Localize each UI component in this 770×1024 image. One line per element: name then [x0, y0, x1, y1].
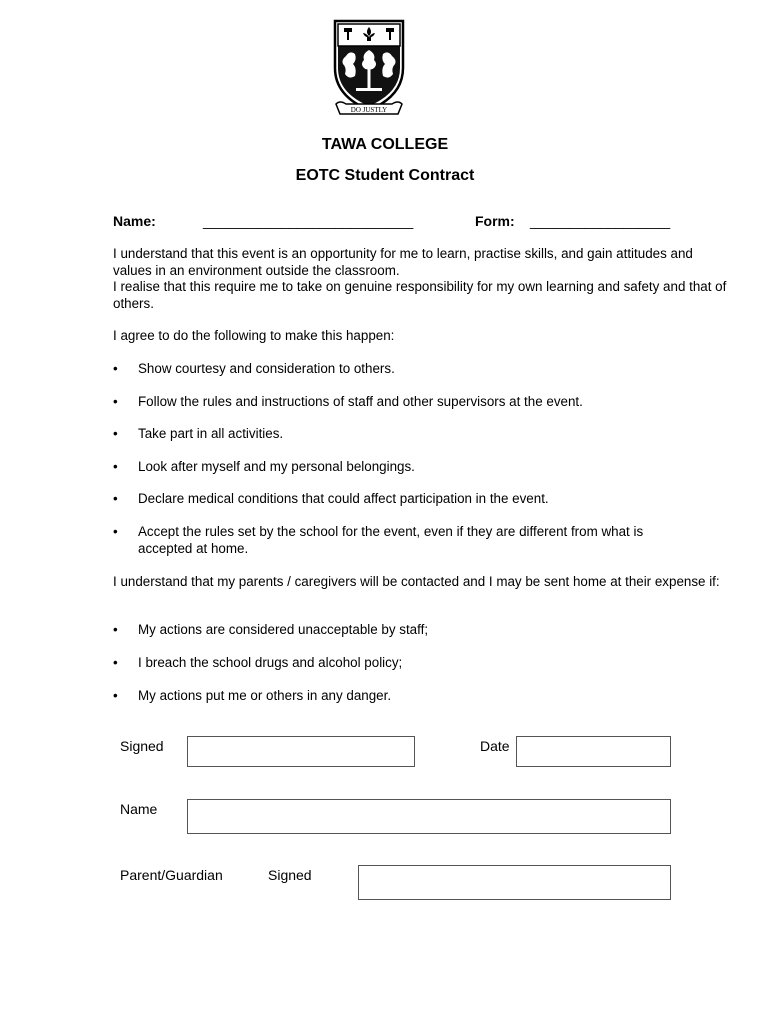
date-box[interactable] [516, 736, 671, 767]
parent-guardian-label: Parent/Guardian [120, 867, 223, 883]
bullet-marker: • [113, 426, 118, 441]
bullet-marker: • [113, 688, 118, 703]
bullet-marker: • [113, 459, 118, 474]
commitment-item: Take part in all activities. [138, 426, 284, 441]
college-crest-logo [332, 18, 406, 118]
name-box[interactable] [187, 799, 671, 834]
name-label: Name [120, 801, 158, 817]
crest-motto: DO JUSTLY [350, 106, 388, 114]
student-name-line[interactable]: ___________________________ [203, 213, 414, 229]
student-form-line[interactable]: __________________ [530, 213, 671, 229]
commitment-item: Declare medical conditions that could affect participation in the event. [138, 491, 549, 506]
consequence-intro: I understand that my parents / caregivers will be contacted and I may be sent home at their expense if: [113, 574, 720, 589]
agree-statement: I agree to do the following to make this happen: [113, 328, 395, 343]
commitment-item: Follow the rules and instructions of staff and other supervisors at the event. [138, 394, 583, 409]
college-title: TAWA COLLEGE [321, 136, 449, 153]
intro-paragraph-1: I understand that this event is an opportunity for me to learn, practise skills, and gain attitudes and values in an environment outside the classroom. [113, 246, 693, 278]
bullet-marker: • [113, 655, 118, 670]
parent-signature-box[interactable] [358, 865, 671, 900]
consequence-item: My actions are considered unacceptable by staff; [138, 622, 429, 637]
bullet-marker: • [113, 361, 118, 376]
bullet-marker: • [113, 622, 118, 637]
consequence-item: I breach the school drugs and alcohol policy; [138, 655, 403, 670]
student-name-label: Name: [113, 213, 156, 229]
commitment-item: Look after myself and my personal belongings. [138, 459, 415, 474]
commitment-item: Accept the rules set by the school for the event, even if they are different from what is accepted at home. [138, 524, 644, 556]
student-signature-box[interactable] [187, 736, 415, 767]
commitment-item: Show courtesy and consideration to others. [138, 361, 395, 376]
intro-paragraph-2: I realise that this require me to take on genuine responsibility for my own learning and safety and that of others. [113, 279, 727, 311]
parent-signed-label: Signed [268, 867, 312, 883]
bullet-marker: • [113, 394, 118, 409]
date-label: Date [480, 738, 510, 754]
bullet-marker: • [113, 524, 118, 539]
form-title: EOTC Student Contract [295, 167, 475, 184]
consequence-item: My actions put me or others in any danger. [138, 688, 392, 703]
student-form-label: Form: [475, 213, 515, 229]
bullet-marker: • [113, 491, 118, 506]
signed-label: Signed [120, 738, 164, 754]
